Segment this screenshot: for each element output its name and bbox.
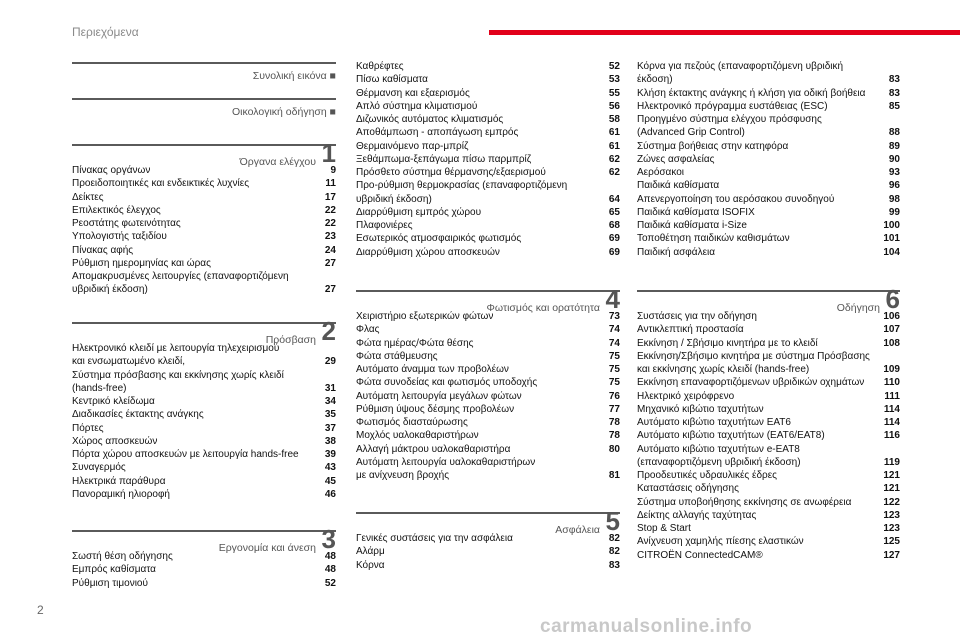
toc-entry[interactable] <box>637 535 900 548</box>
entry-title: Χειριστήριο εξωτερικών φώτων <box>356 311 494 322</box>
entry-list <box>356 60 620 259</box>
entry-page-number: 96 <box>888 180 900 192</box>
entry-page-number: 73 <box>608 311 620 322</box>
entry-page-number: 48 <box>324 564 336 576</box>
toc-entry[interactable] <box>637 522 900 535</box>
entry-page-number: 39 <box>324 449 336 460</box>
toc-entry[interactable] <box>356 100 620 113</box>
entry-title: Stop & Start <box>637 523 691 534</box>
toc-entry[interactable] <box>356 73 620 86</box>
entry-page-number: 69 <box>608 233 620 245</box>
entry-page-number: 114 <box>883 417 900 428</box>
entry-title: Φωτισμός διασταύρωσης <box>356 417 468 428</box>
entry-title: Τοποθέτηση παιδικών καθισμάτων <box>637 233 790 245</box>
toc-entry[interactable] <box>356 140 620 153</box>
entry-page-number: 38 <box>324 435 336 447</box>
section-number: 3 <box>321 524 336 554</box>
toc-entry[interactable] <box>356 206 620 219</box>
entry-page-number: 121 <box>883 470 900 481</box>
entry-title: Ηλεκτρονικό κλειδί με λειτουργία τηλεχειρισμού και ενσωματωμένο κλειδί, <box>72 343 280 368</box>
entry-page-number: 27 <box>324 284 336 296</box>
entry-title: Φλας <box>356 324 380 336</box>
section-title: Πρόσβαση <box>265 334 316 346</box>
entry-title: Θερμαινόμενο παρ-μπρίζ <box>356 140 469 152</box>
section-title: Εργονομία και άνεση <box>218 542 316 554</box>
entry-page-number: 45 <box>324 475 336 487</box>
section-number: 2 <box>321 316 336 346</box>
toc-entry[interactable] <box>637 350 900 377</box>
entry-title: Παιδική ασφάλεια <box>637 246 716 258</box>
entry-page-number: 109 <box>883 364 900 375</box>
toc-entry[interactable] <box>72 244 336 257</box>
entry-title: Θέρμανση και εξαερισμός <box>356 87 470 99</box>
toc-entry[interactable] <box>72 191 336 204</box>
toc-entry[interactable] <box>637 219 900 232</box>
entry-title: Προοδευτικές υδραυλικές έδρες <box>637 470 777 481</box>
section-header <box>72 524 336 554</box>
toc-section <box>72 524 336 589</box>
entry-title: Αλάρμ <box>356 546 385 558</box>
toc-entry[interactable] <box>72 435 336 448</box>
toc-entry[interactable] <box>356 166 620 179</box>
toc-entry[interactable] <box>356 429 620 442</box>
entry-page-number: 121 <box>883 483 900 495</box>
entry-title: Δείκτες <box>72 191 104 203</box>
toc-entry[interactable] <box>356 456 620 483</box>
entry-title: Ξεθάμπωμα-ξεπάγωμα πίσω παρμπρίζ <box>356 153 532 165</box>
toc-entry[interactable] <box>637 87 900 100</box>
toc-entry[interactable] <box>637 549 900 562</box>
section-header <box>72 138 336 168</box>
entry-page-number: 31 <box>324 382 336 394</box>
toc-entry[interactable] <box>637 206 900 219</box>
entry-page-number: 83 <box>608 559 620 571</box>
entry-title: Αποθάμπωση - αποπάγωση εμπρός <box>356 127 519 139</box>
entry-title: Προ-ρύθμιση θερμοκρασίας (επαναφορτιζόμενη υβριδική έκδοση) <box>356 180 568 205</box>
section-number: 1 <box>321 138 336 168</box>
entry-page-number: 75 <box>608 350 620 362</box>
entry-page-number: 64 <box>608 193 620 205</box>
toc-entry[interactable] <box>356 87 620 100</box>
watermark: carmanualsonline.info <box>540 616 753 637</box>
entry-list <box>356 310 620 482</box>
entry-page-number: 78 <box>608 417 620 428</box>
toc-entry[interactable] <box>356 310 620 323</box>
entry-title: Αυτόματο άναμμα των προβολέων <box>356 364 509 375</box>
entry-page-number: 29 <box>324 356 336 368</box>
toc-entry[interactable] <box>356 350 620 363</box>
toc-entry[interactable] <box>356 416 620 429</box>
toc-entry[interactable] <box>637 179 900 192</box>
entry-page-number: 82 <box>608 546 620 558</box>
toc-section <box>72 62 336 82</box>
entry-page-number: 76 <box>608 390 620 402</box>
toc-entry[interactable] <box>72 577 336 590</box>
entry-page-number: 22 <box>324 218 336 229</box>
entry-title: Μηχανικό κιβώτιο ταχυτήτων <box>637 403 764 415</box>
section-number: 6 <box>885 284 900 314</box>
entry-title: Συναγερμός <box>72 462 126 474</box>
entry-title: Πλαφονιέρες <box>356 220 413 231</box>
entry-title: Κόρνα για πεζούς (επαναφορτιζόμενη υβριδική έκδοση) <box>637 61 844 86</box>
toc-entry[interactable] <box>637 60 900 87</box>
entry-list <box>637 60 900 259</box>
toc-entry[interactable] <box>356 126 620 139</box>
entry-title: Φώτα συνοδείας και φωτισμός υποδοχής <box>356 377 538 389</box>
toc-entry[interactable] <box>637 443 900 470</box>
entry-page-number: 98 <box>888 193 900 205</box>
toc-entry[interactable] <box>637 416 900 429</box>
entry-page-number: 127 <box>883 549 900 561</box>
entry-title: Φώτα στάθμευσης <box>356 350 438 362</box>
toc-section <box>637 284 900 561</box>
entry-title: Ζώνες ασφαλείας <box>637 153 715 165</box>
section-title: Οδήγηση <box>836 302 880 314</box>
entry-title: Επιλεκτικός έλεγχος <box>72 204 161 216</box>
entry-title: Ηλεκτρονικό πρόγραμμα ευστάθειας (ESC) <box>637 100 828 112</box>
entry-title: Πίνακας οργάνων <box>72 165 151 176</box>
entry-page-number: 24 <box>324 244 336 256</box>
toc-section <box>356 506 620 571</box>
toc-entry[interactable] <box>637 509 900 522</box>
entry-title: Πόρτες <box>72 422 104 434</box>
toc-entry[interactable] <box>72 204 336 217</box>
page-header-title: Περιεχόμενα <box>72 25 139 39</box>
entry-title: Πίνακας αφής <box>72 244 134 256</box>
entry-page-number: 69 <box>608 246 620 258</box>
entry-title: Παιδικά καθίσματα <box>637 180 720 192</box>
toc-entry[interactable] <box>72 395 336 408</box>
entry-page-number: 123 <box>883 523 900 534</box>
toc-entry[interactable] <box>637 140 900 153</box>
entry-title: Σύστημα βοήθειας στην κατηφόρα <box>637 140 789 152</box>
toc-entry[interactable] <box>72 448 336 461</box>
entry-title: Ρύθμιση ύψους δέσμης προβολέων <box>356 403 515 415</box>
toc-entry[interactable] <box>637 232 900 245</box>
entry-title: Αυτόματο κιβώτιο ταχυτήτων EAT6 <box>637 417 791 428</box>
toc-entry[interactable] <box>637 337 900 350</box>
entry-page-number: 62 <box>608 153 620 165</box>
toc-entry[interactable] <box>356 232 620 245</box>
entry-title: Προηγμένο σύστημα ελέγχου πρόσφυσης (Advanced Grip Control) <box>637 114 822 139</box>
entry-title: Ανίχνευση χαμηλής πίεσης ελαστικών <box>637 536 804 548</box>
entry-page-number: 116 <box>883 430 900 442</box>
toc-entry[interactable] <box>72 563 336 576</box>
entry-page-number: 114 <box>883 403 900 415</box>
toc-entry[interactable] <box>72 369 336 396</box>
entry-page-number: 17 <box>324 191 336 203</box>
entry-title: Παιδικά καθίσματα ISOFIX <box>637 206 755 218</box>
entry-page-number: 101 <box>883 233 900 245</box>
toc-entry[interactable] <box>72 461 336 474</box>
entry-page-number: 106 <box>883 311 900 322</box>
entry-title: Πίσω καθίσματα <box>356 74 428 86</box>
entry-title: Κλήση έκτακτης ανάγκης ή κλήση για οδική βοήθεια <box>637 87 866 99</box>
entry-page-number: 11 <box>325 178 336 190</box>
entry-title: Πρόσθετο σύστημα θέρμανσης/εξαερισμού <box>356 167 546 178</box>
entry-page-number: 104 <box>883 246 900 258</box>
entry-page-number: 46 <box>324 488 336 500</box>
toc-entry[interactable] <box>356 376 620 389</box>
entry-page-number: 62 <box>608 167 620 178</box>
toc-entry[interactable] <box>72 270 336 297</box>
entry-title: Εσωτερικός ατμοσφαιρικός φωτισμός <box>356 233 522 245</box>
entry-title: Διαρρύθμιση εμπρός χώρου <box>356 206 482 218</box>
toc-entry[interactable] <box>637 429 900 442</box>
entry-title: Απενεργοποίηση του αερόσακου συνοδηγού <box>637 193 835 205</box>
entry-page-number: 119 <box>883 456 900 468</box>
entry-page-number: 83 <box>888 87 900 99</box>
entry-page-number: 80 <box>608 443 620 455</box>
entry-title: Σύστημα υποβοήθησης εκκίνησης σε ανωφέρεια <box>637 496 852 508</box>
entry-title: Εμπρός καθίσματα <box>72 564 156 576</box>
toc-entry[interactable] <box>72 230 336 243</box>
entry-page-number: 75 <box>608 364 620 375</box>
toc-entry[interactable] <box>637 193 900 206</box>
entry-page-number: 122 <box>883 496 900 508</box>
entry-page-number: 100 <box>883 220 900 231</box>
entry-title: Καταστάσεις οδήγησης <box>637 483 739 495</box>
toc-entry[interactable] <box>72 342 336 369</box>
entry-page-number: 52 <box>324 577 336 589</box>
entry-page-number: 48 <box>324 551 336 562</box>
section-title: Συνολική εικόνα ■ <box>252 70 336 82</box>
entry-page-number: 65 <box>608 206 620 218</box>
section-header <box>72 98 336 118</box>
entry-page-number: 110 <box>883 377 900 389</box>
entry-page-number: 53 <box>608 74 620 86</box>
entry-page-number: 56 <box>608 100 620 112</box>
entry-page-number: 74 <box>608 324 620 336</box>
entry-list <box>72 550 336 590</box>
entry-title: Απομακρυσμένες λειτουργίες (επαναφορτιζόμενη υβριδική έκδοση) <box>72 271 289 296</box>
toc-entry[interactable] <box>72 257 336 270</box>
entry-list <box>72 342 336 501</box>
toc-entry[interactable] <box>637 469 900 482</box>
section-header <box>356 284 620 314</box>
entry-page-number: 83 <box>888 74 900 86</box>
entry-title: Πόρτα χώρου αποσκευών με λειτουργία hands-free <box>72 449 299 460</box>
toc-section <box>356 284 620 481</box>
header-accent-bar <box>489 30 960 35</box>
entry-title: Εκκίνηση / Σβήσιμο κινητήρα με το κλειδί <box>637 337 818 349</box>
entry-page-number: 77 <box>608 403 620 415</box>
entry-page-number: 22 <box>324 204 336 216</box>
entry-title: Καθρέφτες <box>356 61 404 72</box>
section-title: Φωτισμός και ορατότητα <box>486 302 600 314</box>
toc-entry[interactable] <box>356 60 620 73</box>
section-number: 4 <box>605 284 620 314</box>
entry-list <box>637 310 900 562</box>
entry-title: Ρύθμιση ημερομηνίας και ώρας <box>72 257 211 269</box>
entry-title: Αλλαγή μάκτρου υαλοκαθαριστήρα <box>356 443 511 455</box>
toc-entry[interactable] <box>72 408 336 421</box>
entry-page-number: 107 <box>883 324 900 336</box>
entry-title: Χώρος αποσκευών <box>72 435 158 447</box>
toc-entry[interactable] <box>72 475 336 488</box>
entry-page-number: 55 <box>608 87 620 99</box>
toc-entry[interactable] <box>356 532 620 545</box>
page-number: 2 <box>37 603 44 617</box>
toc-section <box>72 138 336 296</box>
entry-page-number: 74 <box>608 337 620 349</box>
entry-page-number: 27 <box>324 257 336 269</box>
toc-entry[interactable] <box>356 545 620 558</box>
entry-title: Ρύθμιση τιμονιού <box>72 577 148 589</box>
entry-page-number: 82 <box>608 533 620 544</box>
toc-entry[interactable] <box>356 246 620 259</box>
toc-entry[interactable] <box>356 443 620 456</box>
entry-title: Αυτόματη λειτουργία υαλοκαθαριστήρων με ανίχνευση βροχής <box>356 456 536 481</box>
entry-title: Κόρνα <box>356 559 385 571</box>
entry-title: Ρεοστάτης φωτεινότητας <box>72 218 181 229</box>
toc-entry[interactable] <box>637 403 900 416</box>
toc-entry[interactable] <box>356 113 620 126</box>
entry-title: Ηλεκτρικά παράθυρα <box>72 475 166 487</box>
entry-title: Γενικές συστάσεις για την ασφάλεια <box>356 533 513 544</box>
entry-page-number: 23 <box>324 231 336 243</box>
toc-entry[interactable] <box>637 390 900 403</box>
entry-title: Αερόσακοι <box>637 167 684 178</box>
section-header <box>72 62 336 82</box>
toc-entry[interactable] <box>72 217 336 230</box>
entry-page-number: 61 <box>608 140 620 152</box>
entry-title: Αυτόματη λειτουργία μεγάλων φώτων <box>356 390 522 402</box>
entry-page-number: 61 <box>608 127 620 139</box>
entry-title: Υπολογιστής ταξιδίου <box>72 231 167 243</box>
entry-title: Διζωνικός αυτόματος κλιματισμός <box>356 114 504 125</box>
toc-entry[interactable] <box>72 488 336 501</box>
entry-title: Αντικλεπτική προστασία <box>637 324 744 336</box>
section-header <box>356 506 620 536</box>
toc-entry[interactable] <box>637 496 900 509</box>
toc-entry[interactable] <box>356 219 620 232</box>
section-title: Όργανα ελέγχου <box>239 156 316 168</box>
entry-list <box>356 532 620 572</box>
entry-title: Εκκίνηση επαναφορτιζόμενων υβριδικών οχημάτων <box>637 377 865 389</box>
toc-entry[interactable] <box>637 482 900 495</box>
toc-entry[interactable] <box>356 390 620 403</box>
toc-entry[interactable] <box>356 559 620 572</box>
section-title: Ασφάλεια <box>555 524 600 536</box>
entry-page-number: 93 <box>888 167 900 178</box>
entry-page-number: 52 <box>608 61 620 72</box>
toc-entry[interactable] <box>637 166 900 179</box>
entry-page-number: 111 <box>884 390 900 402</box>
entry-title: CITROËN ConnectedCAM® <box>637 549 763 561</box>
entry-title: Κεντρικό κλείδωμα <box>72 396 155 407</box>
entry-page-number: 75 <box>608 377 620 389</box>
toc-entry[interactable] <box>637 310 900 323</box>
toc-entry[interactable] <box>356 403 620 416</box>
toc-entry[interactable] <box>356 337 620 350</box>
entry-title: Προειδοποιητικές και ενδεικτικές λυχνίες <box>72 178 250 190</box>
entry-page-number: 68 <box>608 220 620 231</box>
entry-page-number: 43 <box>324 462 336 474</box>
section-title: Οικολογική οδήγηση ■ <box>232 106 336 118</box>
toc-entry[interactable] <box>356 153 620 166</box>
entry-title: Απλό σύστημα κλιματισμού <box>356 100 478 112</box>
entry-page-number: 123 <box>883 509 900 521</box>
toc-entry[interactable] <box>356 363 620 376</box>
entry-page-number: 90 <box>888 153 900 165</box>
toc-entry[interactable] <box>637 323 900 336</box>
entry-title: Αυτόματο κιβώτιο ταχυτήτων (EAT6/EAT8) <box>637 430 825 442</box>
entry-page-number: 9 <box>330 165 336 176</box>
entry-page-number: 89 <box>888 140 900 152</box>
toc-entry[interactable] <box>356 323 620 336</box>
toc-section <box>72 316 336 500</box>
entry-title: Διαδικασίες έκτακτης ανάγκης <box>72 409 204 421</box>
entry-list <box>72 164 336 297</box>
entry-title: Παιδικά καθίσματα i-Size <box>637 220 747 231</box>
entry-title: Διαρρύθμιση χώρου αποσκευών <box>356 246 500 258</box>
toc-entry[interactable] <box>637 246 900 259</box>
entry-page-number: 34 <box>324 396 336 407</box>
toc-entry[interactable] <box>72 164 336 177</box>
toc-entry[interactable] <box>637 376 900 389</box>
entry-page-number: 37 <box>324 422 336 434</box>
toc-entry[interactable] <box>637 100 900 113</box>
entry-title: Εκκίνηση/Σβήσιμο κινητήρα με σύστημα Πρόσβασης και εκκίνησης χωρίς κλειδί (hands-free) <box>637 350 870 375</box>
toc-entry[interactable] <box>637 113 900 140</box>
section-header <box>637 284 900 314</box>
toc-entry[interactable] <box>356 179 620 206</box>
entry-title: Συστάσεις για την οδήγηση <box>637 311 757 322</box>
entry-title: Ηλεκτρικό χειρόφρενο <box>637 390 735 402</box>
toc-entry[interactable] <box>72 422 336 435</box>
entry-page-number: 78 <box>608 430 620 442</box>
entry-page-number: 35 <box>324 409 336 421</box>
toc-entry[interactable] <box>72 177 336 190</box>
entry-page-number: 88 <box>888 127 900 139</box>
entry-title: Πανοραμική ηλιοροφή <box>72 488 170 500</box>
toc-entry[interactable] <box>637 153 900 166</box>
section-header <box>72 316 336 346</box>
entry-page-number: 58 <box>608 114 620 125</box>
entry-title: Δείκτης αλλαγής ταχύτητας <box>637 509 757 521</box>
section-number: 5 <box>605 506 620 536</box>
entry-title: Αυτόματο κιβώτιο ταχυτήτων e-EAT8 (επαναφορτιζόμενη υβριδική έκδοση) <box>637 443 801 468</box>
entry-page-number: 85 <box>888 100 900 112</box>
entry-page-number: 81 <box>608 470 620 481</box>
toc-section <box>72 98 336 118</box>
entry-title: Φώτα ημέρας/Φώτα θέσης <box>356 337 474 349</box>
entry-title: Σωστή θέση οδήγησης <box>72 551 173 562</box>
entry-page-number: 108 <box>883 337 900 349</box>
entry-page-number: 99 <box>888 206 900 218</box>
entry-title: Σύστημα πρόσβασης και εκκίνησης χωρίς κλειδί (hands-free) <box>72 369 284 394</box>
entry-page-number: 125 <box>883 536 900 548</box>
toc-entry[interactable] <box>72 550 336 563</box>
entry-title: Μοχλός υαλοκαθαριστήρων <box>356 430 479 442</box>
